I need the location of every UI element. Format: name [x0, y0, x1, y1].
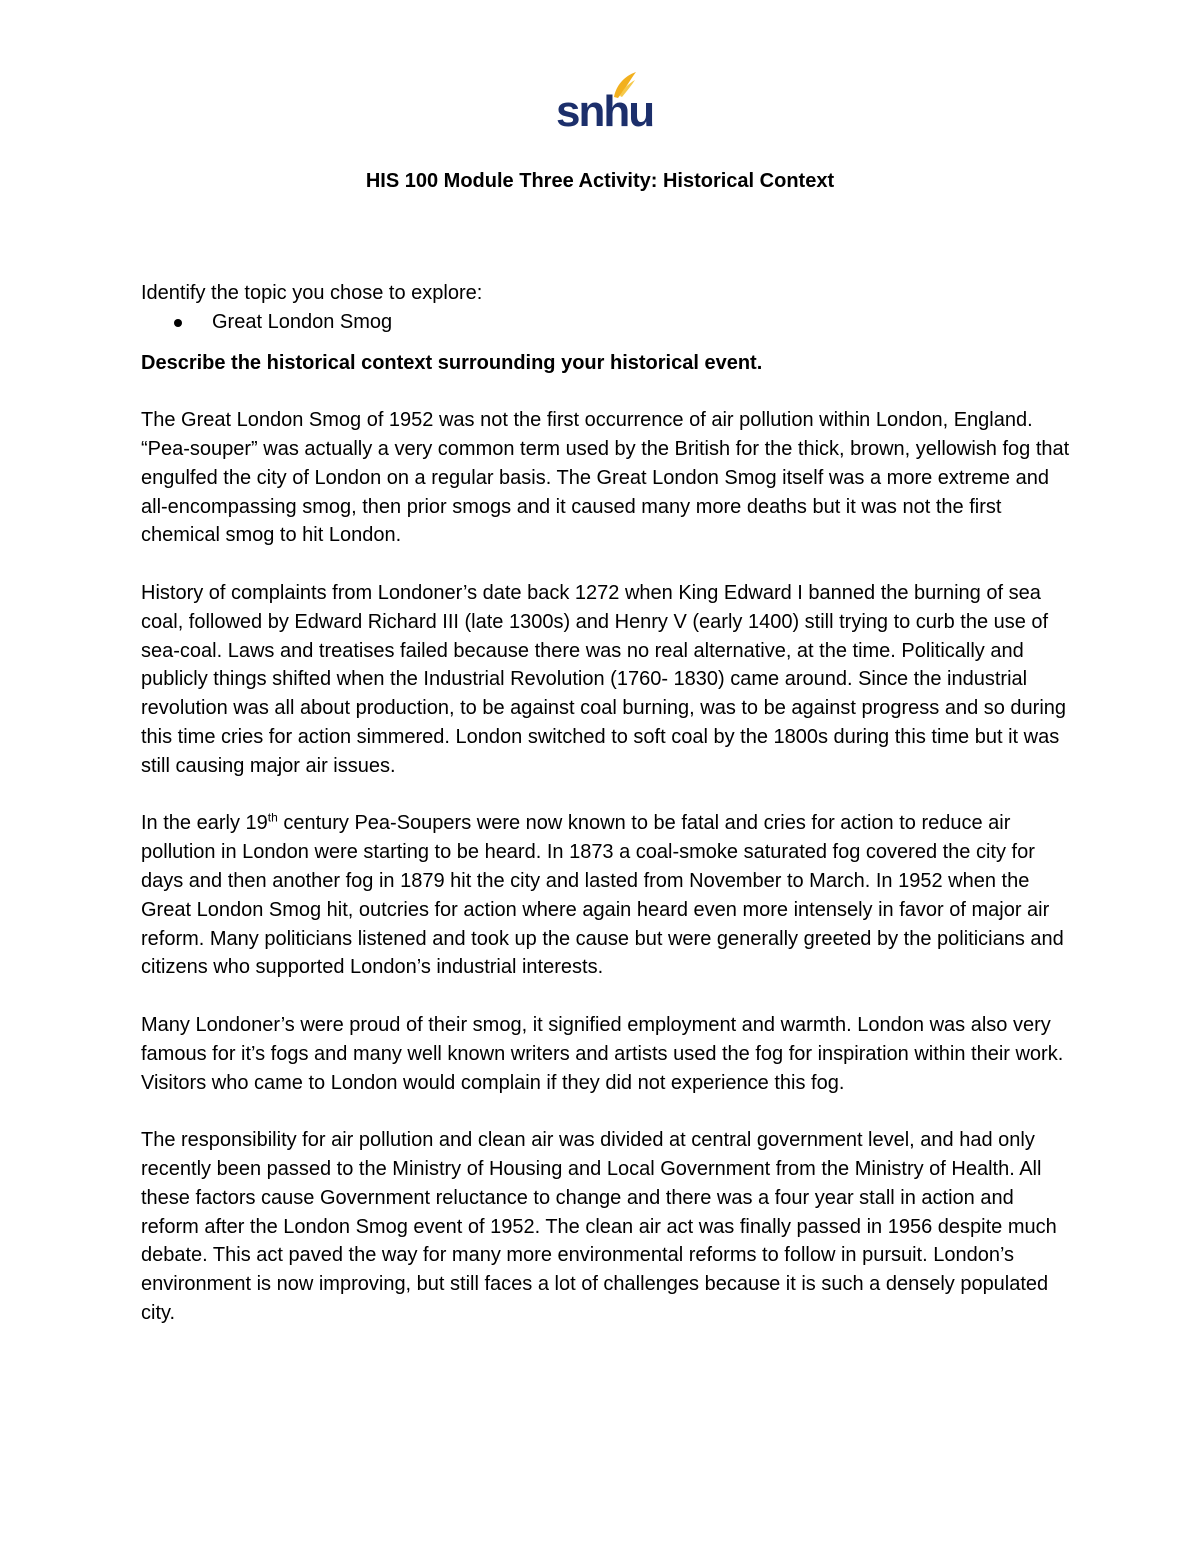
- paragraph-3-rest: century Pea-Soupers were now known to be fatal and cries for action to reduce air pollution in London were starting to be heard. In 1873 a coal-smoke saturated fog covered the city for days and then another fog in 1879 hit the city and lasted from November to March. In 1952 when the Great London Smog hit, outcries for action where again heard even more intensely in favor of major air reform. Many politicians listened and took up the cause but were generally greeted by the politicians and citizens who supported London’s industrial interests.: [141, 812, 1064, 979]
- topic-prompt: Identify the topic you chose to explore:: [141, 282, 483, 304]
- topic-text: Great London Smog: [212, 310, 393, 333]
- bullet-icon: [174, 319, 182, 327]
- paragraph-2: History of complaints from Londoner’s date back 1272 when King Edward I banned the burning of sea coal, followed by Edward Richard III (late 1300s) and Henry V (early 1400) still trying to curb the use of sea-coal. Laws and treatises failed because there was no real alternative, at the time. Politically and publicly things shifted when the Industrial Revolution (1760- 1830) came around. Since the industrial revolution was all about production, to be against coal burning, was to be against progress and so during this time cries for action simmered. London switched to soft coal by the 1800s during this time but it was still causing major air issues.: [141, 581, 1067, 777]
- topic-list: [141, 308, 1071, 337]
- paragraph-3: [141, 809, 1071, 982]
- paragraph-5: The responsibility for air pollution and clean air was divided at central government level, and had only recently been passed to the Ministry of Housing and Local Government from the Ministry of Health. All these factors cause Government reluctance to change and there was a four year stall in action and reform after the London Smog event of 1952. The clean air act was finally passed in 1956 despite much debate. This act paved the way for many more environmental reforms to follow in pursuit. London’s environment is now improving, but still faces a lot of challenges because it is such a densely populated city.: [141, 1129, 1057, 1324]
- paragraph-4: Many Londoner’s were proud of their smog, it signified employment and warmth. London was also very famous for it’s fogs and many well known writers and artists used the fog for inspiration within their work. Visitors who came to London would complain if they did not experience this fog.: [141, 1013, 1064, 1094]
- document-title: HIS 100 Module Three Activity: Historical Context: [365, 170, 835, 192]
- document-body: [141, 279, 1071, 1356]
- question-heading: Describe the historical context surrounding your historical event.: [141, 351, 763, 374]
- paragraph-1: The Great London Smog of 1952 was not the first occurrence of air pollution within London, England. “Pea-souper” was actually a very common term used by the British for the thick, brown, yellowish fog that engulfed the city of London on a regular basis. The Great London Smog itself was a more extreme and all-encompassing smog, then prior smogs and it caused many more deaths but it was not the first chemical smog to hit London.: [141, 409, 1070, 547]
- superscript-th: th: [267, 810, 278, 825]
- logo-wordmark: snhu: [556, 87, 654, 136]
- snhu-logo: [550, 70, 654, 136]
- list-item: [141, 308, 1071, 337]
- paragraph-3-start: In the early 19: [141, 812, 268, 835]
